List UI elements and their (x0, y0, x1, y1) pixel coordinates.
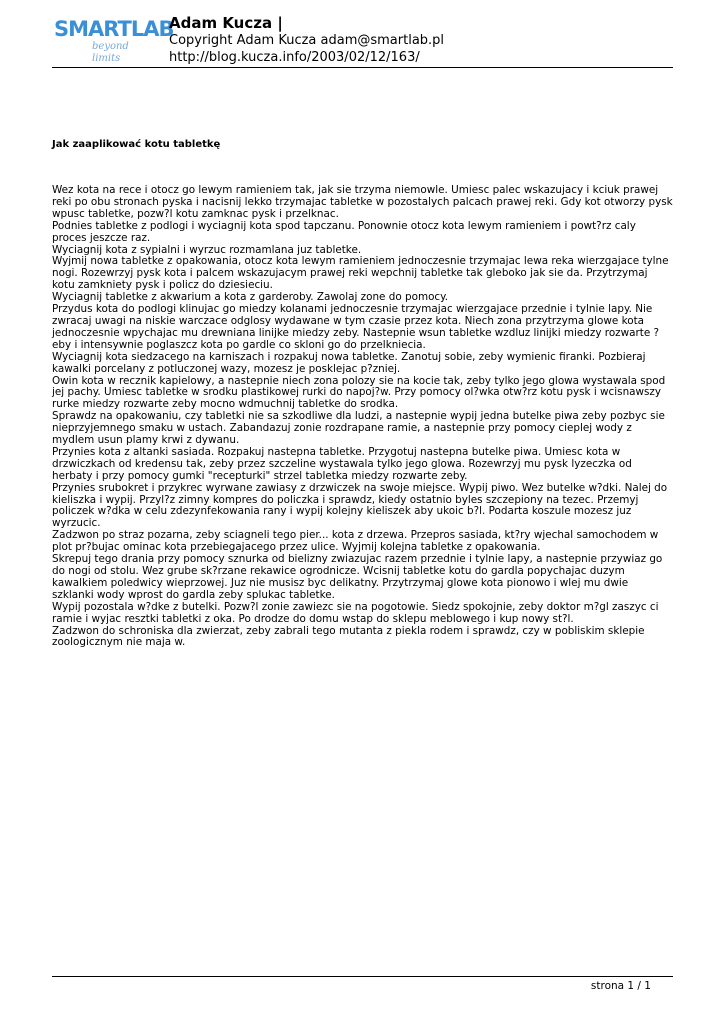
copyright-line: Copyright Adam Kucza adam@smartlab.pl (169, 33, 445, 48)
article-title: Jak zaaplikować kotu tabletkę (52, 139, 221, 150)
page-number: strona 1 / 1 (590, 980, 651, 992)
paragraph: Wyciagnij kota z sypialni i wyrzuc rozmamlana juz tabletke. (52, 243, 362, 256)
logo-tagline: beyond limits (92, 41, 129, 64)
paragraph: Wypij pozostala w?dke z butelki. Pozw?l zonie zawiezc sie na pogotowie. Siedz spokojnie, zeby doktor m?gl zaszyc ci ramie i wyjac resztki tabletki z oka. Po drodze do domu wstap do sklepu meblowego i kup nowy st?l. (52, 600, 659, 625)
source-url[interactable]: http://blog.kucza.info/2003/02/12/163/ (169, 50, 420, 65)
page-header (52, 14, 673, 68)
paragraph: Podnies tabletke z podlogi i wyciagnij kota spod tapczanu. Ponownie otocz kota lewym ramieniem i powt?rz caly proces jeszcze raz. (52, 219, 636, 244)
paragraph: Skrepuj tego drania przy pomocy sznurka od bielizny zwiazujac razem przednie i tylnie lapy, a nastepnie przywiaz go do nogi od stolu. Wez grube sk?rzane rekawice ogrodnicze. Wcisnij tabletke kotu do gardla popychajac duzym kawalkiem poledwicy wieprzowej. Juz nie musisz byc delikatny. Przytrzymaj glowe kota pionowo i wlej mu dwie szklanki wody wprost do gardla zeby splukac tabletke. (52, 553, 663, 601)
page-footer (52, 976, 673, 992)
article-body (52, 185, 673, 649)
paragraph: Przynies kota z altanki sasiada. Rozpakuj nastepna tabletke. Przygotuj nastepna butelke piwa. Umiesc kota w drzwiczkach od kredensu tak, zeby przez szczeline wystawala tylko jego glowa. Rozewrzyj mu pysk lyzeczka od herbaty i przy pomocy gumki "recepturki" strzel tabletka miedzy rozwarte zeby. (52, 445, 632, 482)
paragraph: Owin kota w recznik kapielowy, a nastepnie niech zona polozy sie na kocie tak, zeby tylko jego glowa wystawala spod jej pachy. Umiesc tabletke w srodku plastikowej rurki do napoj?w. Przy pomocy ol?wka otw?rz kotu pysk i wcisnawszy rurke miedzy rozwarte zeby mocno wdmuchnij tabletke do srodka. (52, 374, 666, 411)
paragraph: Sprawdz na opakowaniu, czy tabletki nie sa szkodliwe dla ludzi, a nastepnie wypij jedna butelke piwa zeby pozbyc sie nieprzyjemnego smaku w ustach. Zabandazuj zonie rozdrapane ramie, a nastepnie przy pomocy cieplej wody z mydlem usun plamy krwi z dywanu. (52, 410, 665, 447)
logo-main-text: SMARTLAB (54, 17, 174, 41)
author-name: Adam Kucza | (169, 14, 283, 32)
smartlab-logo (54, 16, 174, 64)
paragraph: Wyciagnij kota siedzacego na karniszach i rozpakuj nowa tabletke. Zanotuj sobie, zeby wymienic firanki. Pozbieraj kawalki porcelany z potluczonej wazy, mozesz je posklejac p?zniej. (52, 350, 646, 375)
paragraph: Zadzwon do schroniska dla zwierzat, zeby zabrali tego mutanta z piekla rodem i sprawdz, czy w pobliskim sklepie zoologicznym nie maja w. (52, 624, 645, 649)
header-info (169, 14, 444, 66)
paragraph: Przynies srubokret i przykrec wyrwane zawiasy z drzwiczek na swoje miejsce. Wypij piwo. Wez butelke w?dki. Nalej do kieliszka i wypij. Przyl?z zimny kompres do policzka i sprawdz, kiedy ostatnio byles szczepiony na tezec. Przemyj policzek w?dka w celu zdezynfekowania rany i wypij kolejny kieliszek aby ukoic b?l. Podarta koszule mozesz juz wyrzucic. (52, 481, 668, 530)
paragraph: Przydus kota do podlogi klinujac go miedzy kolanami jednoczesnie trzymajac wierzgajace przednie i tylnie lapy. Nie zwracaj uwagi na niskie warczace odglosy wydawane w tym czasie przez kota. Niech zona przytrzyma glowe kota jednoczesnie wpychajac mu drewniana linijke miedzy zeby. Nastepnie wsun tabletke wzdluz linijki miedzy rozwarte ?eby i intensywnie poglaszcz kota po gardle co skloni go do przelkniecia. (52, 303, 660, 351)
paragraph: Zadzwon po straz pozarna, zeby sciagneli tego pier... kota z drzewa. Przepros sasiada, kt?ry wjechal samochodem w plot pr?bujac ominac kota przebiegajacego przez ulice. Wyjmij kolejna tabletke z opakowania. (52, 529, 659, 554)
paragraph: Wyciagnij tabletke z akwarium a kota z garderoby. Zawolaj zone do pomocy. (52, 291, 449, 304)
paragraph: Wyjmij nowa tabletke z opakowania, otocz kota lewym ramieniem jednoczesnie trzymajac lewa reka wierzgajace tylne nogi. Rozewrzyj pysk kota i palcem wskazujacym prawej reki wepchnij tabletke tak gleboko jak sie da. Przytrzymaj kotu zamkniety pysk i policz do dziesieciu. (52, 255, 669, 292)
paragraph: Wez kota na rece i otocz go lewym ramieniem tak, jak sie trzyma niemowle. Umiesc palec wskazujacy i kciuk prawej reki po obu stronach pyska i nacisnij lekko trzymajac tabletke w pozostalych palcach prawej reki. Gdy kot otworzy pysk wpusc tabletke, pozw?l kotu zamknac pysk i przelknac. (52, 184, 673, 220)
